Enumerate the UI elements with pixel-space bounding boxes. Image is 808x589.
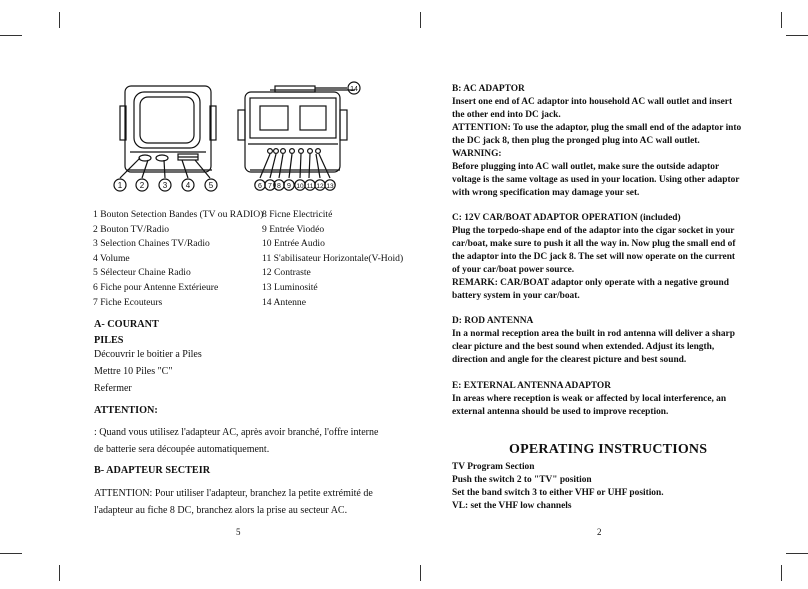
- legend-item: 8 Ficne Electricité: [262, 209, 333, 220]
- b-line: ATTENTION: To use the adaptor, plug the small end of the adaptor into: [452, 123, 742, 133]
- tv-program-section: [452, 461, 752, 513]
- legend-column-2: [262, 208, 403, 310]
- tv-diagram: [100, 78, 370, 196]
- tv-back-view: [238, 86, 355, 172]
- b-line: the DC jack 8, then plug the pronged plug into AC wall outlet.: [452, 136, 700, 146]
- callout-5: 5: [208, 181, 214, 190]
- legend-item: 11 S'abilisateur Horizontale(V-Hoid): [262, 252, 404, 264]
- d-line: direction and angle for the clearest picture and best sound.: [452, 355, 687, 365]
- crop-mark-bottom-center: [420, 565, 421, 581]
- tv-front-view: [120, 86, 216, 172]
- attention-body: [94, 424, 378, 458]
- crop-mark-top-right: [781, 12, 782, 28]
- callout-12: 12: [316, 183, 324, 190]
- legend-item: 9 Entrée Viodéo: [262, 223, 325, 235]
- legend-item: 12 Contraste: [262, 267, 311, 279]
- callout-1: 1: [117, 181, 123, 190]
- page-number-right: 2: [597, 527, 602, 537]
- tv-line: Push the switch 2 to "TV" position: [452, 475, 592, 485]
- e-line: external antenna should be used to improve reception.: [452, 407, 669, 417]
- section-b-body: [94, 485, 373, 519]
- callout-14: 14: [350, 86, 358, 93]
- d-line: clear picture and the best sound when extended. Adjust its length,: [452, 342, 715, 352]
- section-a-subtitle: PILES: [94, 335, 124, 346]
- section-a-line: Découvrir le boitier a Piles: [94, 349, 202, 360]
- b-line: voltage is the same voltage as used in your location. Using other adaptor: [452, 175, 740, 185]
- callout-13: 13: [326, 183, 334, 190]
- right-section-c: [452, 212, 752, 303]
- e-line: In areas where reception is weak or affected by local interference, an: [452, 394, 727, 404]
- legend-item: 7 Fiche Ecouteurs: [93, 296, 163, 308]
- attention-line: de batterie sera découpée automatiquement.: [94, 444, 270, 455]
- b-line: Before plugging into AC wall outlet, make sure the outside adaptor: [452, 162, 720, 172]
- section-a-line: Refermer: [94, 383, 132, 394]
- legend-item: 10 Entrée Audio: [262, 238, 325, 250]
- right-section-e: [452, 380, 752, 419]
- right-section-d: [452, 315, 752, 367]
- tv-line: Set the band switch 3 to either VHF or UHF position.: [452, 488, 664, 498]
- c-line: battery system in your car/boat.: [452, 291, 580, 301]
- legend-item: 13 Luminosité: [262, 281, 318, 293]
- legend-item: 6 Fiche pour Antenne Extérieure: [93, 281, 219, 293]
- callout-3: 3: [162, 181, 168, 190]
- crop-mark-left-bottom: [0, 553, 22, 554]
- c-title: C: 12V CAR/BOAT ADAPTOR OPERATION (included): [452, 213, 681, 223]
- b-line: with wrong specification may damage your set.: [452, 188, 640, 198]
- page-number-left: 5: [236, 527, 241, 537]
- legend-item: 4 Volume: [93, 252, 130, 264]
- callout-2: 2: [139, 181, 145, 190]
- legend-item: 3 Selection Chaines TV/Radio: [93, 238, 210, 250]
- crop-mark-top-center: [420, 12, 421, 28]
- c-line: of your car/boat power source.: [452, 265, 575, 275]
- callout-7: 7: [268, 183, 272, 190]
- legend-item: 14 Antenne: [262, 296, 306, 308]
- callout-10: 10: [296, 183, 304, 190]
- right-section-b: [452, 83, 752, 200]
- legend-item: 2 Bouton TV/Radio: [93, 223, 170, 235]
- crop-mark-bottom-right: [781, 565, 782, 581]
- attention-title: ATTENTION:: [94, 405, 158, 416]
- c-line: the adaptor into the DC jack 8. The set will now operate on the current: [452, 252, 736, 262]
- b-line: WARNING:: [452, 149, 502, 159]
- section-b-line: ATTENTION: Pour utiliser l'adapteur, branchez la petite extrémité de: [94, 488, 373, 499]
- callout-8: 8: [277, 183, 281, 190]
- crop-mark-right-top: [786, 35, 808, 36]
- section-a-title: A- COURANT: [94, 319, 159, 330]
- tv-line: VL: set the VHF low channels: [452, 501, 572, 511]
- legend-item: 5 Sélecteur Chaine Radio: [93, 267, 191, 279]
- crop-mark-bottom-left: [59, 565, 60, 581]
- section-b-line: l'adapteur au fiche 8 DC, branchez alors la prise au secteur AC.: [94, 505, 348, 516]
- c-line: REMARK: CAR/BOAT adaptor only operate with a negative ground: [452, 278, 729, 288]
- legend-item: 1 Bouton Setection Bandes (TV ou RADIO): [93, 209, 264, 220]
- b-line: the other end into DC jack.: [452, 110, 561, 120]
- section-a-body: [94, 346, 202, 397]
- callout-11: 11: [306, 183, 314, 190]
- attention-line: : Quand vous utilisez l'adapteur AC, après avoir branché, l'offre interne: [94, 427, 379, 438]
- legend-column-1: [93, 208, 263, 310]
- crop-mark-right-bottom: [786, 553, 808, 554]
- callout-9: 9: [287, 183, 291, 190]
- b-title: B: AC ADAPTOR: [452, 84, 525, 94]
- d-line: In a normal reception area the built in rod antenna will deliver a sharp: [452, 329, 735, 339]
- section-a-line: Mettre 10 Piles "C": [94, 366, 173, 377]
- callout-6: 6: [258, 183, 262, 190]
- section-b-title: B- ADAPTEUR SECTEIR: [94, 465, 211, 476]
- b-line: Insert one end of AC adaptor into household AC wall outlet and insert: [452, 97, 733, 107]
- e-title: E: EXTERNAL ANTENNA ADAPTOR: [452, 381, 611, 391]
- callout-4: 4: [185, 181, 191, 190]
- c-line: Plug the torpedo-shape end of the adaptor into the cigar socket in your: [452, 226, 735, 236]
- d-title: D: ROD ANTENNA: [452, 316, 534, 326]
- crop-mark-top-left: [59, 12, 60, 28]
- operating-instructions-title: OPERATING INSTRUCTIONS: [509, 442, 708, 457]
- tv-line: TV Program Section: [452, 462, 535, 472]
- crop-mark-left-top: [0, 35, 22, 36]
- c-line: car/boat, make sure to push it all the way in. Now plug the small end of: [452, 239, 736, 249]
